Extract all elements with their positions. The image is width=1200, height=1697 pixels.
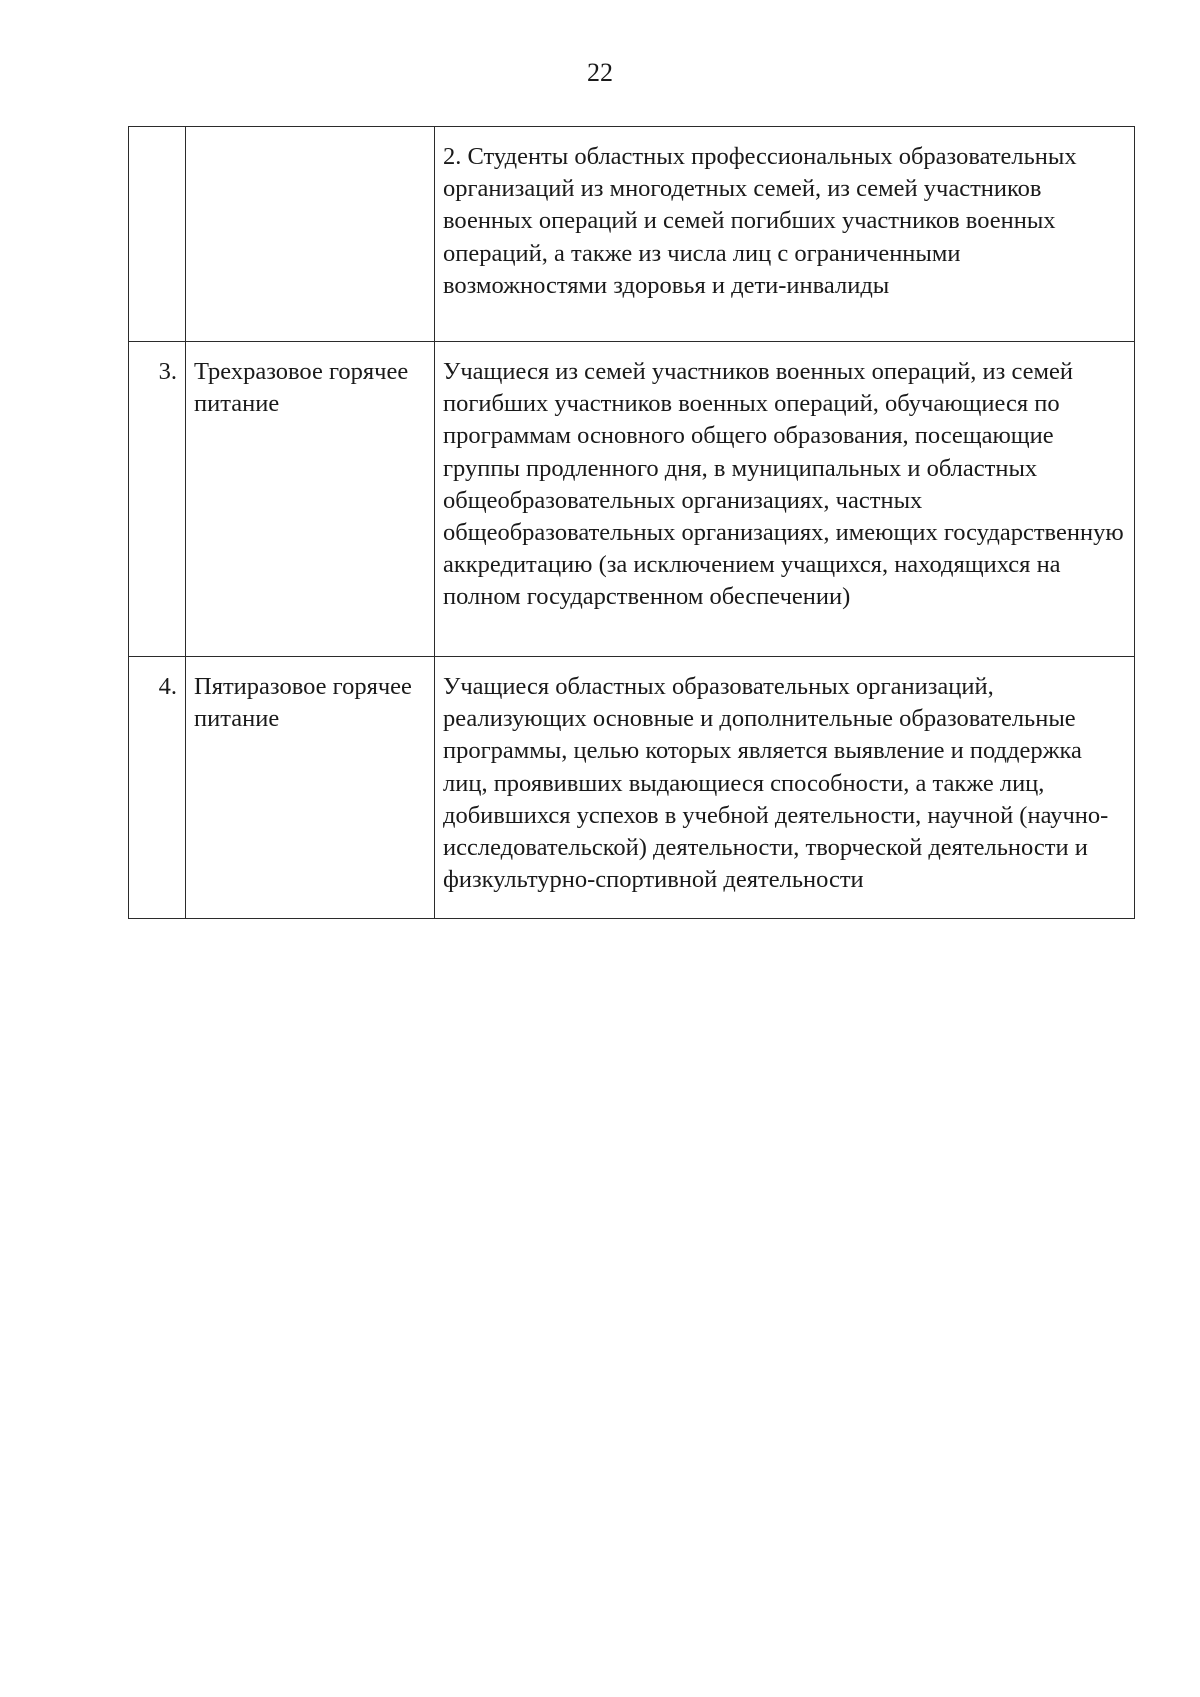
recipients-cell: 2. Студенты областных профессиональных образовательных организаций из многодетных семей, из семей участников военных операций и семей погибших участников военных операций, а также из числа лиц с ограниченными возможностями здоровья и дети-инвалиды: [435, 127, 1135, 342]
row-number-cell: [129, 127, 186, 342]
recipients-cell: Учащиеся из семей участников военных операций, из семей погибших участников военных операций, обучающиеся по программам основного общего образования, посещающие группы продленного дня, в муниципальных и областных общеобразовательных организациях, частных общеобразовательных организациях, имеющих государственную аккредитацию (за исключением учащихся, находящихся на полном государственном обеспечении): [435, 342, 1135, 657]
row-number-cell: 4.: [129, 657, 186, 919]
table-row: [129, 127, 1135, 342]
meal-type-cell: [186, 127, 435, 342]
table-row: [129, 657, 1135, 919]
table-row: [129, 342, 1135, 657]
row-number-cell: 3.: [129, 342, 186, 657]
benefits-table: [128, 126, 1135, 919]
meal-type-cell: Трехразовое горячее питание: [186, 342, 435, 657]
meal-type-cell: Пятиразовое горячее питание: [186, 657, 435, 919]
page-number: 22: [587, 58, 613, 87]
recipients-cell: Учащиеся областных образовательных организаций, реализующих основные и дополнительные образовательные программы, целью которых является выявление и поддержка лиц, проявивших выдающиеся способности, а также лиц, добившихся успехов в учебной деятельности, научной (научно-исследовательской) деятельности, творческой деятельности и физкультурно-спортивной деятельности: [435, 657, 1135, 919]
